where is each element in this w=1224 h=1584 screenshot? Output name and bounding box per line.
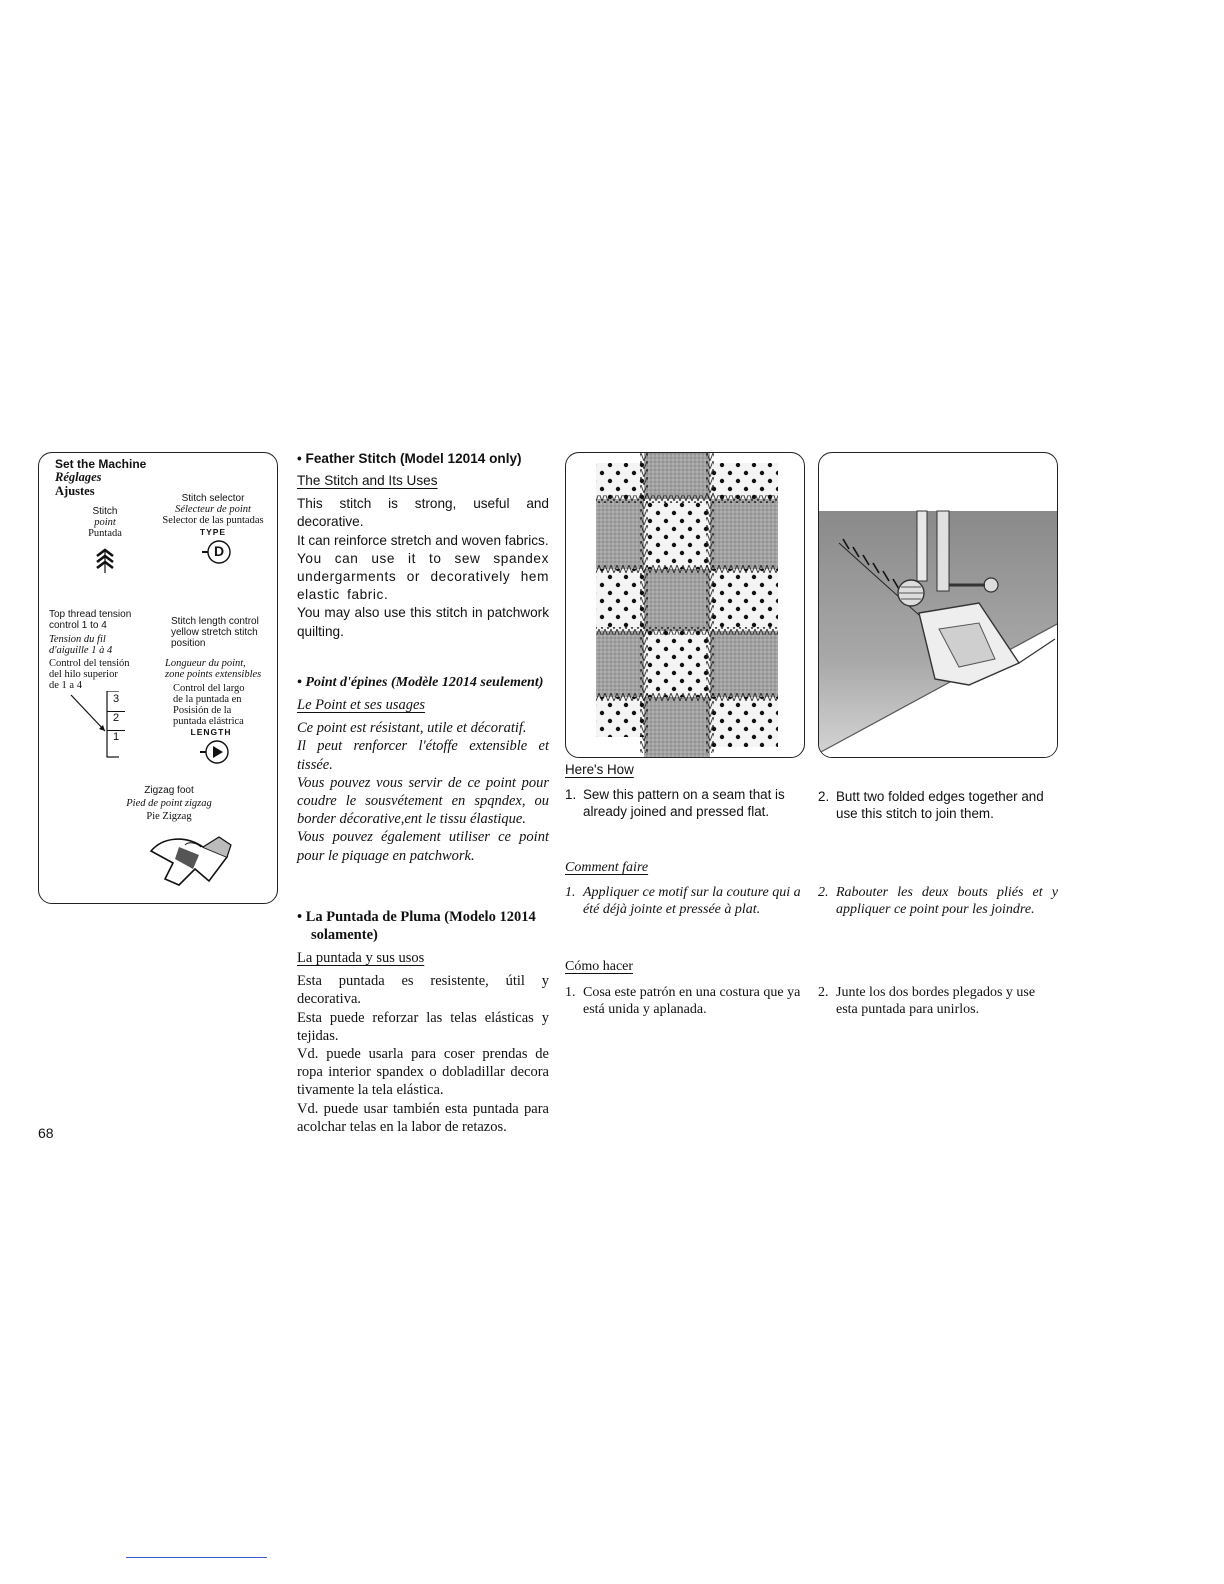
length-label-3: position [171, 638, 206, 649]
tension-mark: 2 [107, 712, 125, 731]
spanish-paragraph: Esta puede reforzar las telas elásticas y tejidas. [297, 1009, 549, 1044]
english-section [297, 450, 549, 641]
french-section [297, 674, 549, 865]
spanish-heading-text: La Puntada de Pluma (Modelo 12014 solamente) [305, 909, 536, 943]
stitch-label-es: Puntada [88, 528, 122, 539]
footer-rule [126, 1557, 267, 1558]
step-text: Rabouter les deux bouts pliés et y appliquer ce point pour les joindre. [836, 885, 1058, 917]
patchwork-quilt-image [566, 453, 805, 758]
step-text: Sew this pattern on a seam that is already joined and pressed flat. [583, 787, 785, 819]
english-heading-text: Feather Stitch (Model 12014 only) [305, 451, 522, 466]
french-heading: • Point d'épines (Modèle 12014 seulement) [297, 675, 544, 690]
tension-label: Top thread tension [49, 609, 132, 620]
tension-label-2: control 1 to 4 [49, 620, 107, 631]
tension-mark: 3 [107, 693, 125, 712]
type-dial-value: D [213, 543, 225, 559]
step-number: 1. [565, 787, 577, 802]
stitch-selector-label: Stitch selector [181, 493, 245, 504]
howto-title-fr-text: Comment faire [565, 860, 649, 875]
length-label-2: yellow stretch stitch [171, 627, 258, 638]
step-number: 1. [565, 885, 576, 900]
howto-title-en [565, 762, 634, 777]
length-label-es-3: Posisión de la [173, 705, 232, 716]
french-paragraph: Il peut renforcer l'étoffe extensible et tissée. [297, 738, 549, 773]
set-machine-title: Set the Machine [55, 457, 147, 471]
spanish-subheading [297, 949, 549, 967]
english-subheading-text: The Stitch and Its Uses [297, 473, 438, 488]
tension-label-es-3: de 1 a 4 [49, 680, 82, 691]
spanish-paragraph: Esta puntada es resistente, útil y decorativa. [297, 973, 549, 1008]
french-subheading-text: Le Point et ses usages [297, 697, 426, 713]
spanish-paragraph: Vd. puede usarla para coser prendas de ropa interior spandex o dobladillar decora tivamente la tela elástica. [297, 1046, 549, 1099]
tension-label-fr: Tension du fil [49, 634, 106, 645]
stitch-selector-label-es: Selector de las puntadas [162, 515, 264, 526]
set-machine-title-es: Ajustes [55, 484, 95, 498]
page-number: 68 [38, 1125, 54, 1141]
tension-label-fr-2: d'aiguille 1 à 4 [49, 645, 113, 656]
french-paragraph: Ce point est résistant, utile et décoratif. [297, 720, 527, 737]
step-number: 2. [818, 985, 829, 1000]
step-text: Butt two folded edges together and use this stitch to join them. [836, 789, 1044, 821]
tension-scale [107, 693, 125, 749]
length-label-es: Control del largo [173, 683, 245, 694]
english-paragraph: You may also use this stitch in patchwork quilting. [297, 605, 549, 639]
sewing-foot-image [819, 453, 1058, 758]
spanish-step-2 [818, 984, 1058, 1020]
spanish-step-1 [565, 984, 805, 1020]
step-number: 2. [818, 789, 830, 804]
french-paragraph: Vous pouvez vous servir de ce point pour coudre le sousvétement en spqndex, ou border décorative,ent le tissu élastique. [297, 774, 549, 828]
step-number: 2. [818, 885, 829, 900]
stitch-label-fr: point [94, 517, 116, 528]
english-paragraph: This stitch is strong, useful and decorative. [297, 496, 549, 530]
step-text: Appliquer ce motif sur la couture qui a été déjà jointe et pressée à plat. [583, 885, 801, 917]
length-dial-icon [197, 738, 231, 766]
tension-label-es-2: del hilo superior [49, 669, 118, 680]
stitch-label: Stitch [92, 506, 118, 517]
spanish-heading: • La Puntada de Pluma (Modelo 12014 solamente) [297, 909, 536, 943]
length-label-fr-2: zone points extensibles [165, 669, 262, 680]
howto-title-en-text: Here's How [565, 762, 634, 777]
spanish-subheading-text: La puntada y sus usos [297, 950, 425, 966]
length-label-fr: Longueur du point, [165, 658, 246, 669]
english-step-1 [565, 786, 805, 822]
presser-foot-illustration [818, 452, 1058, 758]
howto-title-fr [565, 860, 648, 876]
step-text: Junte los dos bordes plegados y use esta puntada para unirlos. [836, 985, 1036, 1017]
french-paragraph: Vous pouvez également utiliser ce point pour le piquage en patchwork. [297, 829, 549, 864]
stitch-selector-label-fr: Sélecteur de point [175, 504, 251, 515]
tension-label-es: Control del tensión [49, 658, 130, 669]
zigzag-foot-label-es: Pie Zigzag [146, 811, 192, 822]
step-number: 1. [565, 985, 576, 1000]
french-subheading [297, 696, 549, 714]
zigzag-foot-label: Zigzag foot [144, 785, 194, 796]
howto-title-es-text: Cómo hacer [565, 959, 634, 974]
set-machine-title-fr: Réglages [55, 470, 102, 484]
spanish-section [297, 908, 549, 1136]
french-step-2 [818, 884, 1058, 920]
step-text: Cosa este patrón en una costura que ya está unida y aplanada. [583, 985, 801, 1017]
set-machine-box [38, 452, 278, 904]
length-label-es-4: puntada elástrica [173, 716, 244, 727]
feather-stitch-icon [94, 547, 116, 575]
zigzag-foot-icon [139, 825, 239, 897]
english-paragraph: You can use it to sew spandex undergarments or decoratively hem elastic fabric. [297, 550, 549, 603]
length-dial-label: LENGTH [190, 727, 232, 737]
english-heading: • Feather Stitch (Model 12014 only) [297, 451, 522, 466]
type-label: TYPE [199, 527, 227, 537]
english-paragraph: It can reinforce stretch and woven fabrics. [297, 532, 549, 548]
english-subheading [297, 472, 549, 490]
spanish-paragraph: Vd. puede usar también esta puntada para acolchar telas en la labor de retazos. [297, 1100, 549, 1135]
length-label: Stitch length control [171, 616, 259, 627]
zigzag-foot-label-fr: Pied de point zigzag [126, 798, 212, 809]
english-step-2 [818, 788, 1058, 824]
length-label-es-2: de la puntada en [173, 694, 242, 705]
french-heading-text: Point d'épines (Modèle 12014 seulement) [305, 675, 544, 690]
patchwork-illustration [565, 452, 805, 758]
french-step-1 [565, 884, 805, 920]
tension-mark: 1 [112, 731, 120, 743]
howto-title-es [565, 959, 633, 975]
